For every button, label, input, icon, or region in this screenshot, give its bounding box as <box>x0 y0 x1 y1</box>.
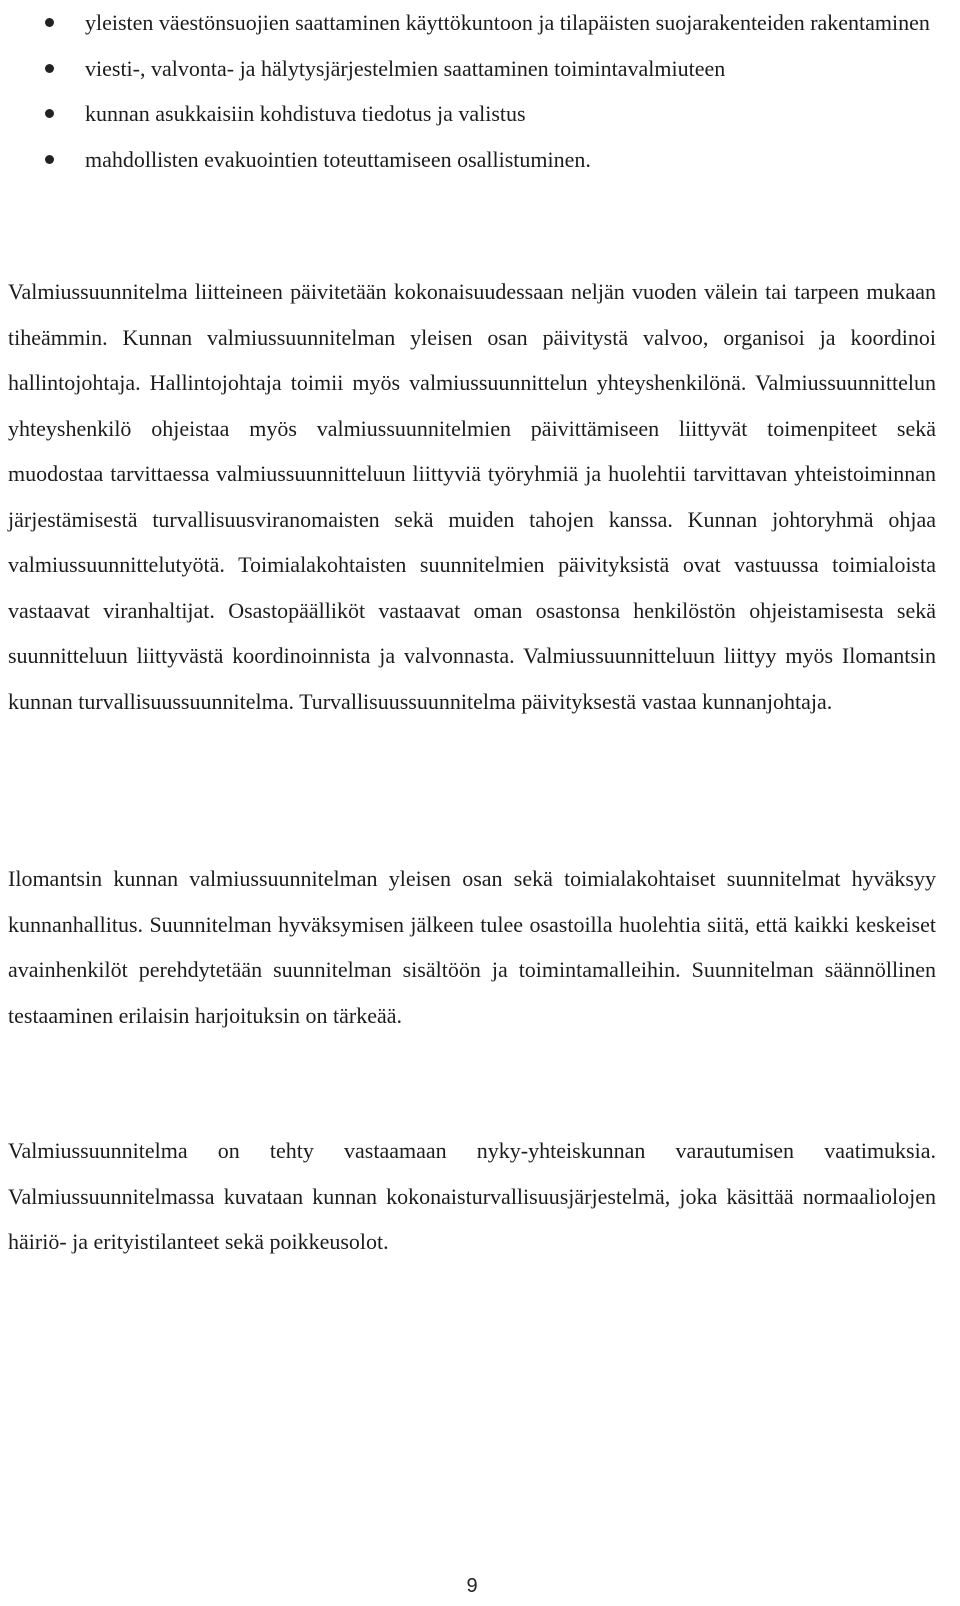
list-item <box>8 91 936 137</box>
paragraph-requirements <box>8 1128 936 1265</box>
list-item-text: mahdollisten evakuointien toteuttamiseen osallistuminen. <box>85 146 591 172</box>
paragraph-text: Valmiussuunnitelma on tehty vastaamaan nyky-yhteiskunnan varautumisen vaatimuksia. Valmiussuunnitelmassa kuvataan kunnan kokonaisturvallisuusjärjestelmä, joka käsittää normaaliolojen häiriö- ja erityistilanteet sekä poikkeusolot. <box>8 1138 936 1254</box>
bullet-icon <box>45 155 54 164</box>
paragraph-update-responsibility: Valmiussuunnitelma liitteineen päivitetään kokonaisuudessaan neljän vuoden välein tai tarpeen mukaan tiheämmin. Kunnan valmiussuunnitelman yleisen osan päivitystä valvoo, organisoi ja koordinoi hallintojohtaja. Hallintojohtaja toimii myös valmiussuunnittelun yhteyshenkilönä. Valmiussuunnittelun yhteyshenkilö ohjeistaa myös valmiussuunnitelmien päivittämiseen liittyvät toimenpiteet sekä muodostaa tarvittaessa valmiussuunnitteluun liittyviä työryhmiä ja huolehtii tarvittavan yhteistoiminnan järjestämisestä turvallisuusviranomaisten sekä muiden tahojen kanssa. Kunnan johtoryhmä ohjaa valmiussuunnittelutyötä. Toimialakohtaisten suunnitelmien päivityksistä ovat vastuussa toimialoista vastaavat viranhaltijat. Osastopäälliköt vastaavat oman osastonsa henkilöstön ohjeistamisesta sekä suunnitteluun liittyvästä koordinoinnista ja valvonnasta. Valmiussuunnitteluun liittyy myös Ilomantsin kunnan turvallisuussuunnitelma. Turvallisuussuunnitelma päivityksestä vastaa kunnanjohtaja. <box>8 279 936 714</box>
list-item-text: kunnan asukkaisiin kohdistuva tiedotus ja valistus <box>85 101 526 126</box>
bullet-icon <box>45 64 54 73</box>
bullet-icon <box>45 18 54 27</box>
paragraph-approval: Ilomantsin kunnan valmiussuunnitelman yleisen osan sekä toimialakohtaiset suunnitelmat hyväksyy kunnanhallitus. Suunnitelman hyväksymisen jälkeen tulee osastoilla huolehtia siitä, että kaikki keskeiset avainhenkilöt perehdytetään suunnitelman sisältöön ja toimintamalleihin. Suunnitelman säännöllinen testaaminen erilaisin harjoituksin on tärkeää. <box>8 866 936 1028</box>
page-number: 9 <box>466 1575 478 1597</box>
bullet-list <box>8 0 936 182</box>
list-item <box>8 137 936 183</box>
list-item <box>8 46 936 92</box>
bullet-icon <box>45 109 54 118</box>
list-item <box>8 0 936 46</box>
list-item-text: viesti-, valvonta- ja hälytysjärjestelmien saattaminen toimintavalmiuteen <box>85 55 726 81</box>
list-item-text: yleisten väestönsuojien saattaminen käyttökuntoon ja tilapäisten suojarakenteiden rakentaminen <box>85 10 930 35</box>
